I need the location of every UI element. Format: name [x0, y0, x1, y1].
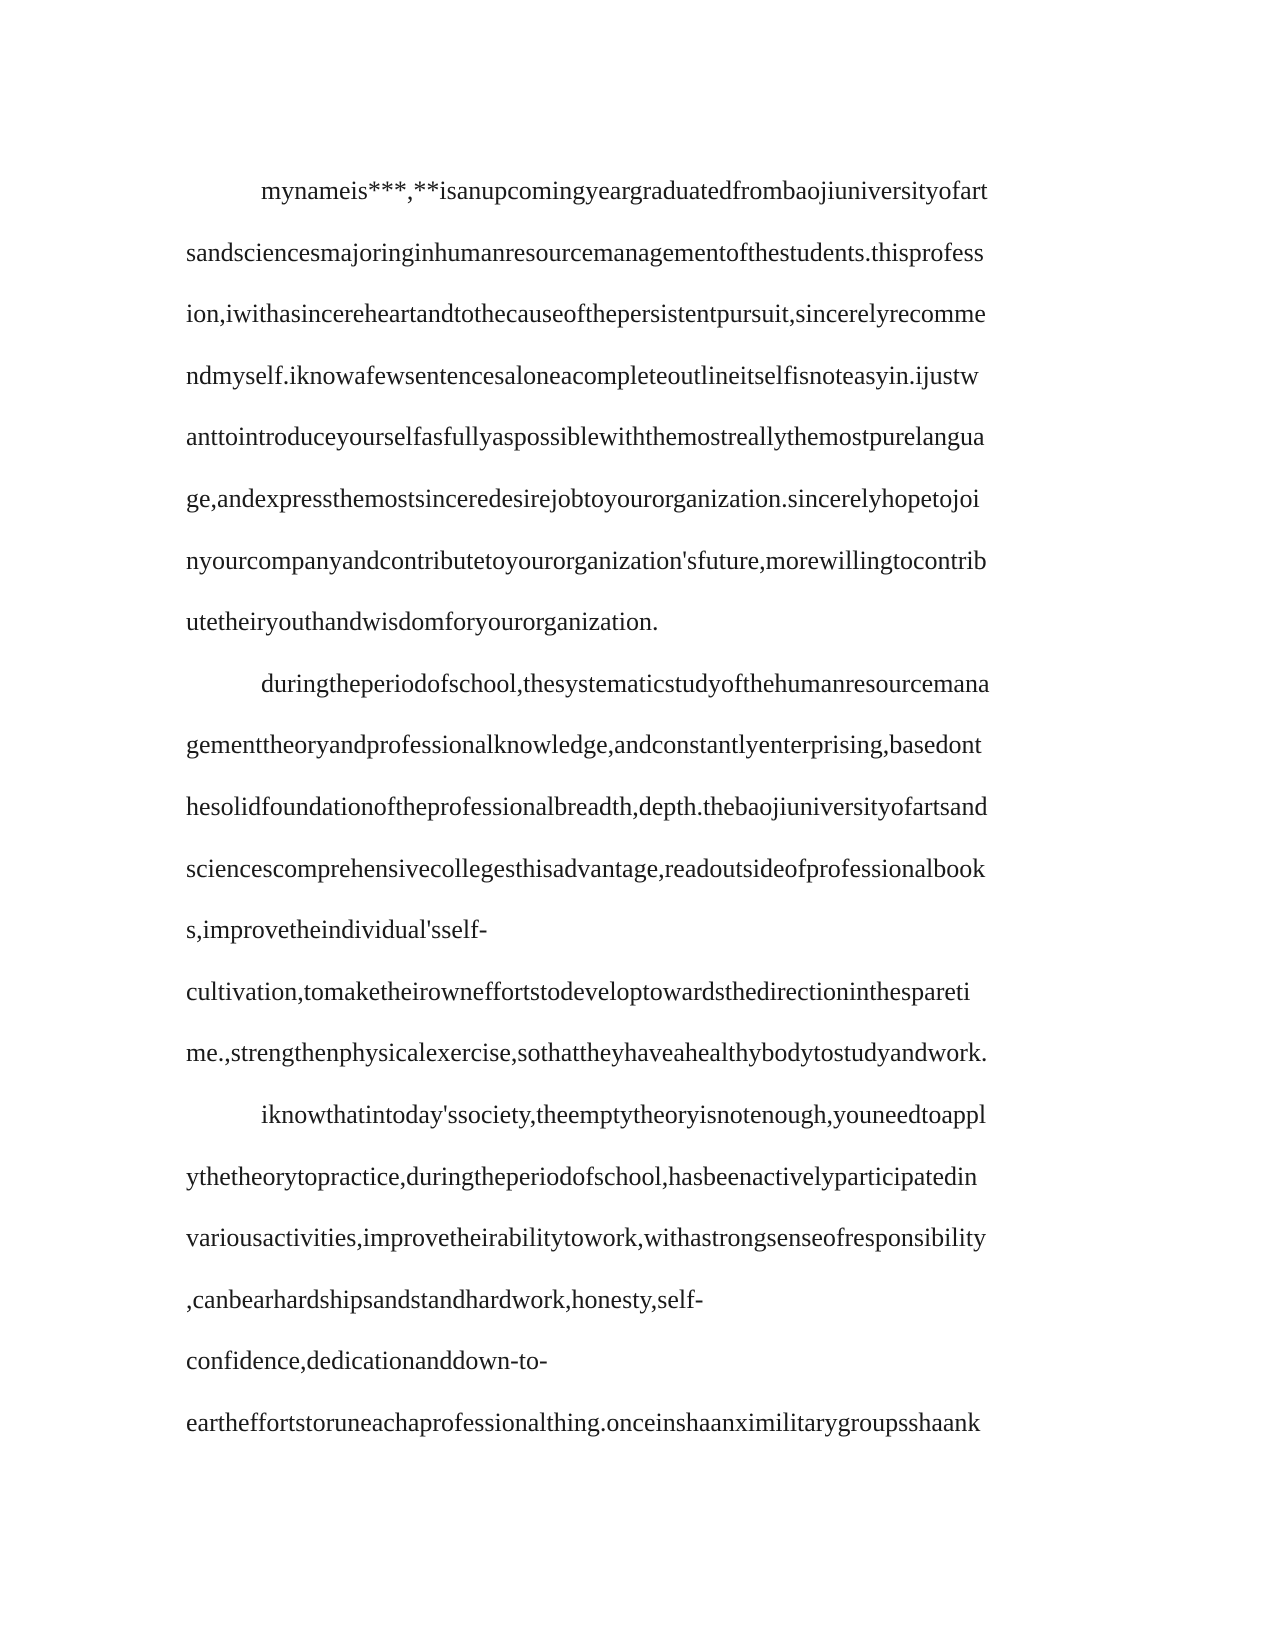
paragraph-1-line-7: nyourcompanyandcontributetoyourorganization'sfuture,morewillingtocontrib	[186, 545, 987, 575]
paragraph-3-line-2: ythetheorytopractice,duringtheperiodofschool,hasbeenactivelyparticipatedin	[186, 1161, 978, 1191]
paragraph-2-line-3: hesolidfoundationoftheprofessionalbreadth,depth.thebaojiuniversityofartsand	[186, 791, 988, 821]
paragraph-1-line-8: utetheiryouthandwisdomforyourorganization.	[186, 607, 659, 637]
paragraph-3-line-5: confidence,dedicationanddown-to-	[186, 1346, 548, 1376]
paragraph-2-line-1: duringtheperiodofschool,thesystematicstudyofthehumanresourcemana	[261, 668, 990, 698]
paragraph-2-line-2: gementtheoryandprofessionalknowledge,andconstantlyenterprising,basedont	[186, 730, 982, 760]
paragraph-1-line-5: anttointroduceyourselfasfullyaspossiblewiththemostreallythemostpurelangua	[186, 422, 985, 452]
paragraph-1-line-1: mynameis***,**isanupcomingyeargraduatedfrombaojiuniversityofart	[261, 176, 988, 205]
paragraph-3-line-1: iknowthatintoday'ssociety,theemptytheoryisnotenough,youneedtoappl	[261, 1099, 987, 1129]
paragraph-3-line-4: ,canbearhardshipsandstandhardwork,honesty,self-	[186, 1284, 704, 1314]
paragraph-2-line-7: me.,strengthenphysicalexercise,sothattheyhaveahealthybodytostudyandwork.	[186, 1038, 988, 1068]
paragraph-3-line-6: eartheffortstoruneachaprofessionalthing.onceinshaanximilitarygroupsshaank	[186, 1407, 981, 1437]
document-body	[186, 160, 1086, 1453]
paragraph-1-line-3: ion,iwithasincereheartandtothecauseofthepersistentpursuit,sincerelyrecomme	[186, 299, 986, 329]
paragraph-2-line-6: cultivation,tomaketheirowneffortstodeveloptowardsthedirectioninthespareti	[186, 976, 971, 1006]
paragraph-2-line-4: sciencescomprehensivecollegesthisadvantage,readoutsideofprofessionalbook	[186, 853, 986, 883]
paragraph-1-line-2: sandsciencesmajoringinhumanresourcemanagementofthestudents.thisprofess	[186, 237, 984, 267]
paragraph-1-line-6: ge,andexpressthemostsinceredesirejobtoyourorganization.sincerelyhopetojoi	[186, 483, 980, 513]
paragraph-2-line-5: s,improvetheindividual'sself-	[186, 915, 488, 945]
paragraph-1-line-4: ndmyself.iknowafewsentencesaloneacompleteoutlineitselfisnoteasyin.ijustw	[186, 360, 979, 390]
paragraph-3-line-3: variousactivities,improvetheirabilitytowork,withastrongsenseofresponsibility	[186, 1223, 987, 1253]
